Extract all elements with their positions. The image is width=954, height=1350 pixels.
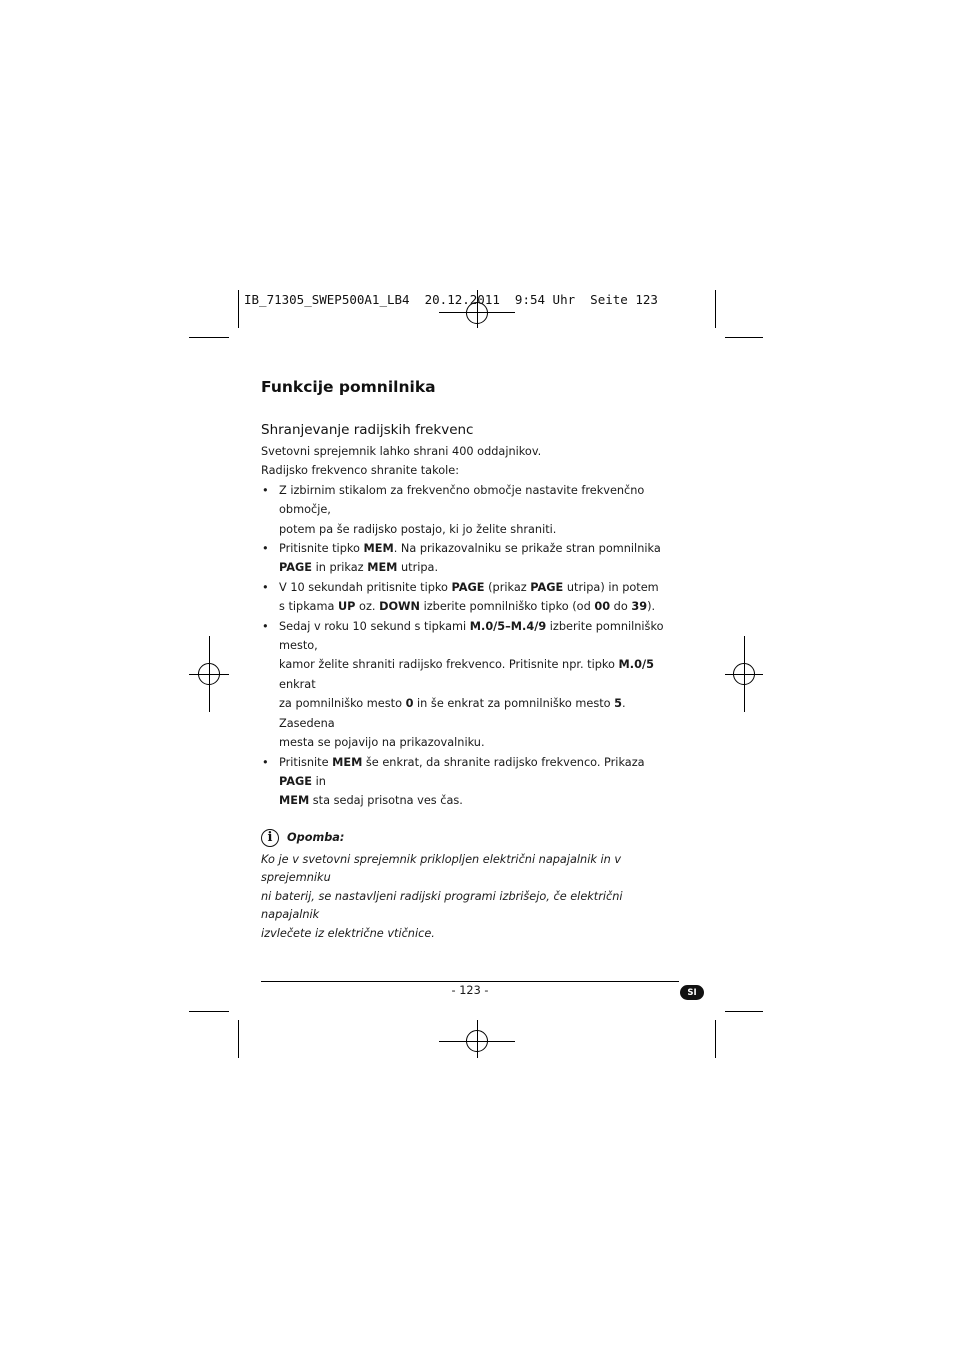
list-item [261,539,681,578]
crop-mark [238,290,239,328]
bullet: • [262,483,269,497]
item-text: oz. [355,600,380,614]
note-label: Opomba: [287,831,345,845]
item-text: ). [647,600,656,614]
crop-mark [189,337,229,338]
item-text: do [610,600,632,614]
info-icon: i [261,829,279,847]
key-label: 0 [405,697,414,711]
bullet: • [262,755,269,769]
key-label: MEM [332,755,363,769]
item-text: izberite pomnilniško mesto, [279,619,664,653]
item-text: utripa) in potem [563,580,659,594]
key-label: M.0/5–M.4/9 [469,619,547,633]
list-item [261,578,681,617]
note-line: ni baterij, se nastavljeni radijski programi izbrišejo, če električni napajalnik [261,889,623,922]
item-text: sta sedaj prisotna ves čas. [309,794,463,808]
item-text: s tipkama [279,600,338,614]
crop-mark [725,1011,763,1012]
intro-text: Radijsko frekvenco shranite takole: [261,464,460,478]
item-text: kamor želite shraniti radijsko frekvenco. Pritisnite npr. tipko [279,658,619,672]
item-text: Z izbirnim stikalom za frekvenčno območje nastavite frekvenčno območje, [279,483,645,517]
item-text: in prikaz [311,561,368,575]
item-text: . Na prikazovalniku se prikaže stran pomnilnika [393,542,661,556]
registration-line [209,636,210,712]
key-label: MEM [363,542,394,556]
item-text: potem pa še radijsko postajo, ki jo želite shraniti. [279,522,557,536]
key-label: MEM [279,794,310,808]
registration-line [477,1020,478,1058]
key-label: PAGE [451,580,485,594]
crop-mark [238,1020,239,1058]
key-label: PAGE [279,774,312,788]
registration-line [744,636,745,712]
footer-divider [261,981,679,982]
key-label: UP [338,600,356,614]
section-heading: Shranjevanje radijskih frekvenc [261,422,474,438]
key-label: M.0/5 [618,658,654,672]
item-text: Pritisnite [279,755,333,769]
list-item [261,753,681,811]
key-label: DOWN [379,600,420,614]
crop-mark [725,337,763,338]
page-content [261,378,681,943]
key-label: 39 [631,600,648,614]
crop-mark [189,1011,229,1012]
item-text: (prikaz [484,580,531,594]
item-text: še enkrat, da shranite radijsko frekvenco. Prikaza [362,755,645,769]
item-text: V 10 sekundah pritisnite tipko [279,580,452,594]
item-text: izberite pomnilniško tipko (od [419,600,595,614]
note-line: Ko je v svetovni sprejemnik priklopljen električni napajalnik in v sprejemniku [261,852,622,885]
item-text: za pomnilniško mesto [279,697,406,711]
key-label: MEM [367,561,398,575]
key-label: PAGE [279,561,312,575]
print-slug: IB_71305_SWEP500A1_LB4 20.12.2011 9:54 Uhr Seite 123 [244,292,658,307]
list-item [261,617,681,753]
item-text: . Zasedena [279,697,626,730]
note-text [261,851,681,944]
item-text: in [311,774,326,788]
item-text: Pritisnite tipko [279,542,364,556]
crop-mark [715,1020,716,1058]
item-text: in še enkrat za pomnilniško mesto [413,697,615,711]
key-label: 00 [594,600,611,614]
instruction-list [261,481,681,811]
note-header [261,827,681,849]
note-box [261,827,681,944]
intro-text: Svetovni sprejemnik lahko shrani 400 oddajnikov. [261,445,542,458]
note-line: izvlečete iz električne vtičnice. [261,926,435,940]
bullet: • [262,619,269,633]
page-number: - 123 - [451,984,489,997]
language-badge: SI [680,985,704,1000]
item-text: mesta se pojavijo na prikazovalniku. [279,736,485,750]
crop-mark [715,290,716,328]
key-label: 5 [614,697,623,711]
item-text: Sedaj v roku 10 sekund s tipkami [279,619,470,633]
page-title: Funkcije pomnilnika [261,378,436,396]
bullet: • [262,542,269,556]
list-item [261,481,681,539]
bullet: • [262,580,269,594]
item-text: enkrat [279,677,316,691]
item-text: utripa. [397,561,439,575]
key-label: PAGE [530,580,564,594]
